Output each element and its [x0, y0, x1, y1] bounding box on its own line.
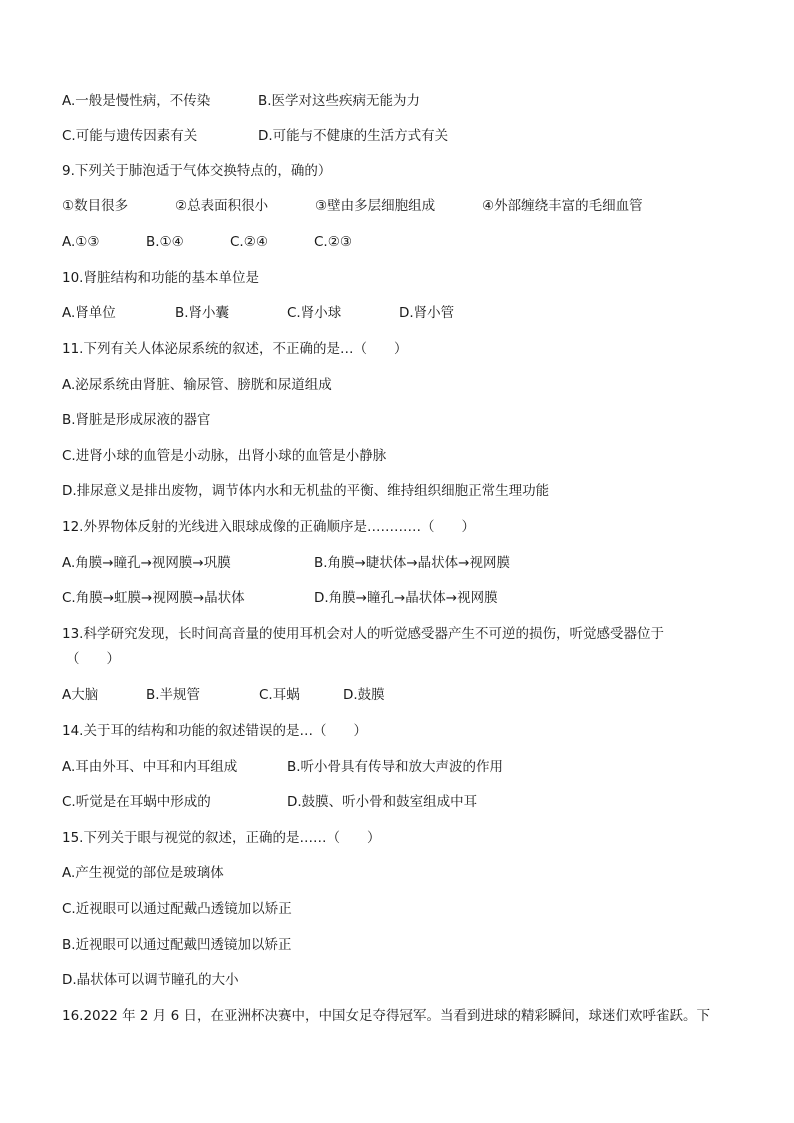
q8-option-c: C.可能与遗传因素有关	[62, 128, 198, 144]
q8-option-b: B.医学对这些疾病无能为力	[258, 93, 421, 109]
q14-option-c: C.听觉是在耳蜗中形成的	[62, 794, 211, 810]
q11-option-d: D.排尿意义是排出废物，调节体内水和无机盐的平衡、维持组织细胞正常生理功能	[62, 483, 550, 499]
q15-stem: 15.下列关于眼与视觉的叙述，正确的是……（ ）	[62, 830, 381, 846]
q13-option-d: D.鼓膜	[343, 687, 385, 703]
q9-item-4: ④外部缠绕丰富的毛细血管	[482, 198, 643, 214]
q15-option-a: A.产生视觉的部位是玻璃体	[62, 865, 224, 881]
q11-stem: 11.下列有关人体泌尿系统的叙述，不正确的是…（ ）	[62, 341, 408, 357]
q8-option-a: A.一般是慢性病，不传染	[62, 93, 211, 109]
q9-item-1: ①数目很多	[62, 198, 129, 214]
q15-option-d: D.晶状体可以调节瞳孔的大小	[62, 972, 239, 988]
q9-option-d: C.②③	[314, 234, 352, 250]
q12-option-d: D.角膜→瞳孔→晶状体→视网膜	[314, 590, 498, 606]
q11-option-a: A.泌尿系统由肾脏、输尿管、膀胱和尿道组成	[62, 377, 332, 393]
q13-stem: 13.科学研究发现，长时间高音量的使用耳机会对人的听觉感受器产生不可逆的损伤，听觉感受器位于	[62, 626, 664, 642]
q12-option-b: B.角膜→睫状体→晶状体→视网膜	[314, 555, 510, 571]
q14-option-a: A.耳由外耳、中耳和内耳组成	[62, 759, 238, 775]
q10-option-a: A.肾单位	[62, 305, 116, 321]
q11-option-b: B.肾脏是形成尿液的器官	[62, 412, 211, 428]
q10-option-b: B.肾小囊	[175, 305, 230, 321]
q10-option-d: D.肾小管	[399, 305, 455, 321]
q15-option-b: B.近视眼可以通过配戴凹透镜加以矫正	[62, 937, 292, 953]
q9-item-3: ③壁由多层细胞组成	[315, 198, 436, 214]
q10-option-c: C.肾小球	[287, 305, 342, 321]
q14-stem: 14.关于耳的结构和功能的叙述错误的是…（ ）	[62, 723, 367, 739]
q12-stem: 12.外界物体反射的光线进入眼球成像的正确顺序是…………（ ）	[62, 519, 475, 535]
q13-option-c: C.耳蜗	[259, 687, 300, 703]
q9-option-a: A.①③	[62, 234, 100, 250]
q12-option-a: A.角膜→瞳孔→视网膜→巩膜	[62, 555, 231, 571]
q15-option-c: C.近视眼可以通过配戴凸透镜加以矫正	[62, 901, 292, 917]
q16-stem: 16.2022 年 2 月 6 日，在亚洲杯决赛中，中国女足夺得冠军。当看到进球的精彩瞬间，球迷们欢呼雀跃。下	[62, 1008, 710, 1024]
q14-option-d: D.鼓膜、听小骨和鼓室组成中耳	[287, 794, 478, 810]
q13-option-b: B.半规管	[146, 687, 201, 703]
q8-option-d: D.可能与不健康的生活方式有关	[258, 128, 449, 144]
q11-option-c: C.进肾小球的血管是小动脉，出肾小球的血管是小静脉	[62, 448, 387, 464]
q13-blank: （ ）	[66, 651, 120, 667]
q14-option-b: B.听小骨具有传导和放大声波的作用	[287, 759, 504, 775]
q9-item-2: ②总表面积很小	[175, 198, 269, 214]
q13-option-a: A大脑	[62, 687, 99, 703]
q10-stem: 10.肾脏结构和功能的基本单位是	[62, 270, 259, 286]
q9-option-c: C.②④	[230, 234, 268, 250]
q12-option-c: C.角膜→虹膜→视网膜→晶状体	[62, 590, 245, 606]
q9-option-b: B.①④	[146, 234, 184, 250]
q9-stem: 9.下列关于肺泡适于气体交换特点的，确的）	[62, 163, 332, 179]
